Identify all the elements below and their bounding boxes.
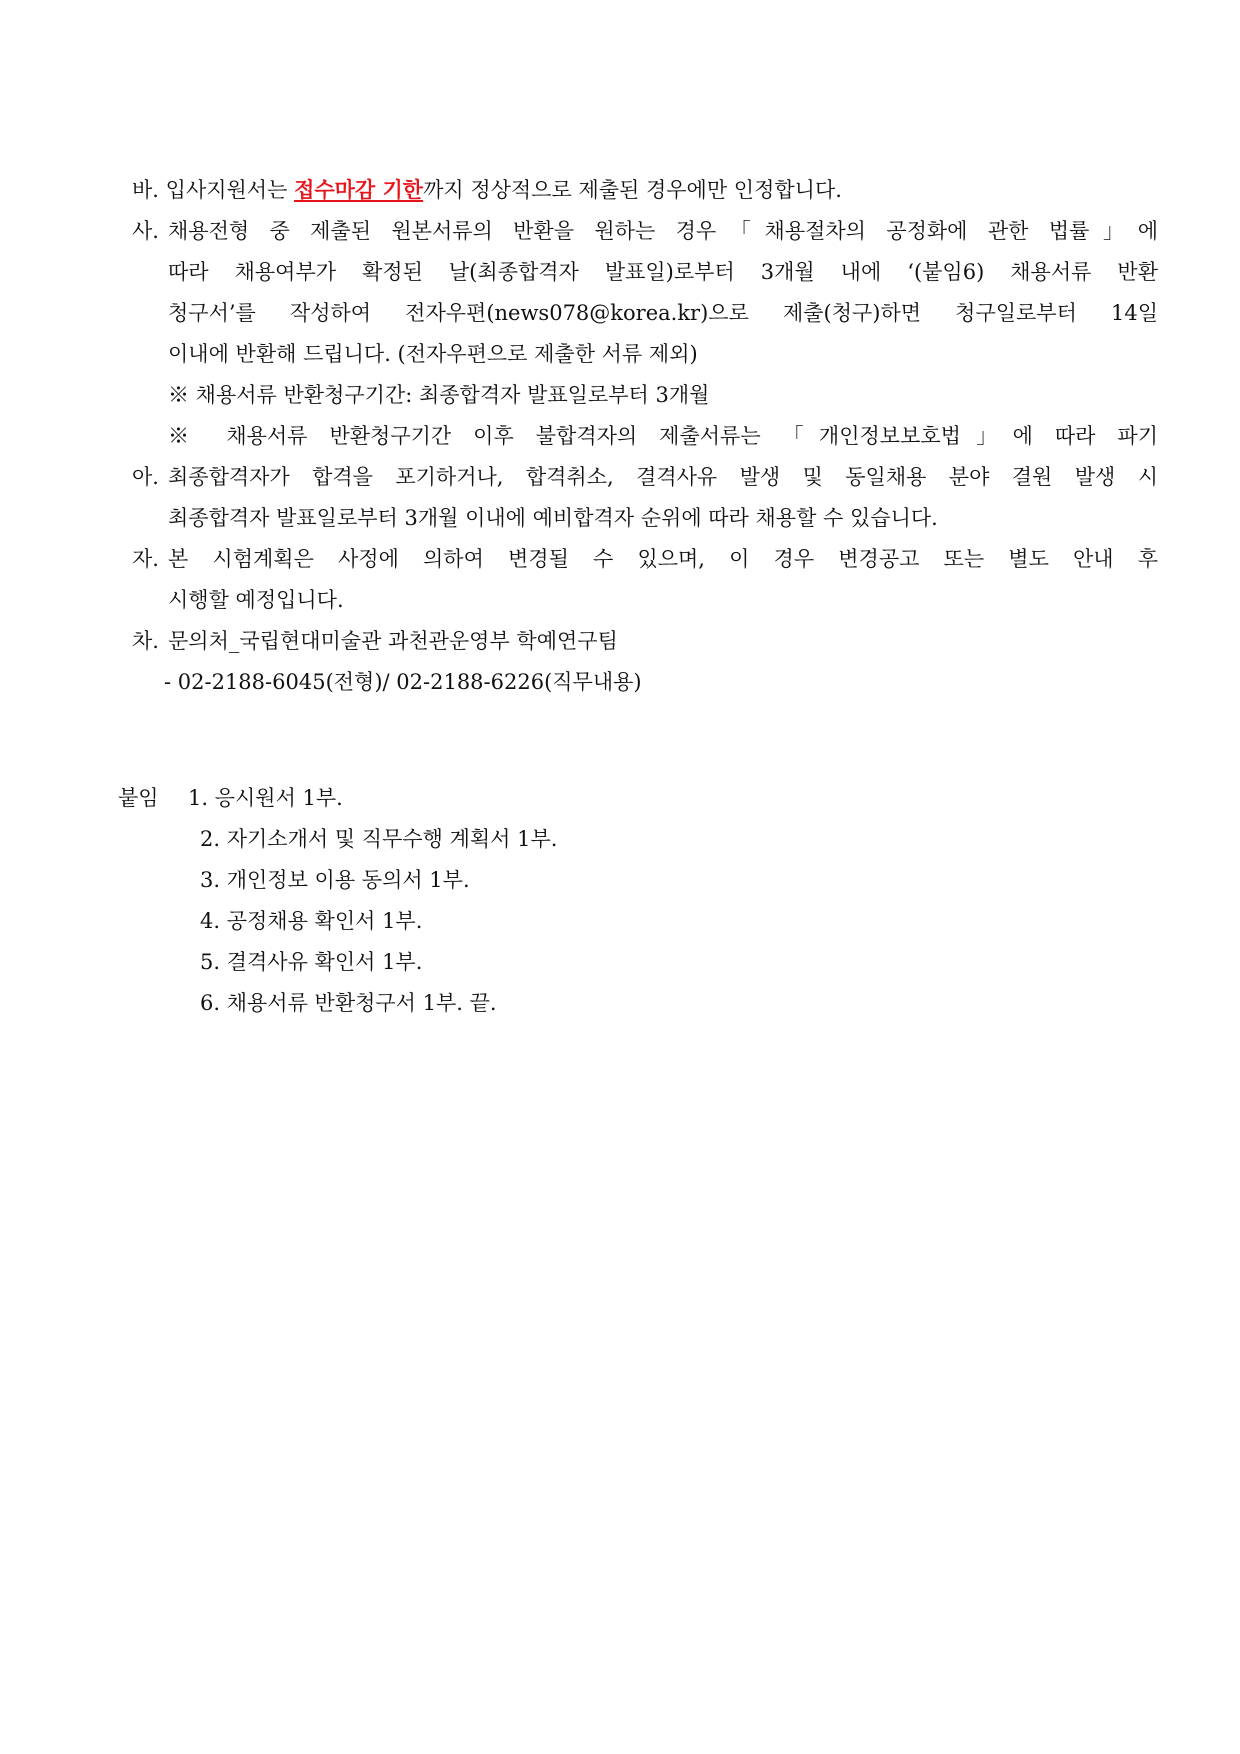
section-a-line-1: 최종합격자가 합격을 포기하거나, 합격취소, 결격사유 발생 및 동일채용 분야 결원 발생 시 (168, 465, 1158, 489)
section-sa-line-2: 따라 채용여부가 확정된 날(최종합격자 발표일)로부터 3개월 내에 ‘(붙임6) 채용서류 반환 (168, 260, 1158, 284)
section-a-marker: 아. (132, 465, 159, 489)
section-ja-line-1: 본 시험계획은 사정에 의하여 변경될 수 있으며, 이 경우 변경공고 또는 별도 안내 후 (168, 547, 1158, 571)
section-ba (132, 175, 842, 205)
section-ba-pre: 입사지원서는 (165, 178, 295, 202)
section-ja-marker: 자. (132, 547, 159, 571)
section-sa-note-2: ※ 채용서류 반환청구기간 이후 불합격자의 제출서류는 「개인정보보호법」에 따라 파기 (168, 424, 1158, 448)
attachment-item: 5. 결격사유 확인서 1부. (200, 950, 423, 974)
attachment-item: 1. 응시원서 1부. (188, 786, 343, 810)
attachment-item: 6. 채용서류 반환청구서 1부. 끝. (200, 991, 497, 1015)
section-sa-note-1: ※ 채용서류 반환청구기간: 최종합격자 발표일로부터 3개월 (168, 383, 710, 407)
section-sa-marker: 사. (132, 219, 159, 243)
section-sa-line-4: 이내에 반환해 드립니다. (전자우편으로 제출한 서류 제외) (168, 342, 698, 366)
attachment-item: 4. 공정채용 확인서 1부. (200, 909, 423, 933)
section-cha-marker: 차. (132, 629, 159, 653)
section-a-line-2: 최종합격자 발표일로부터 3개월 이내에 예비합격자 순위에 따라 채용할 수 있습니다. (168, 506, 938, 530)
attachment-item: 2. 자기소개서 및 직무수행 계획서 1부. (200, 827, 558, 851)
section-ba-post: 까지 정상적으로 제출된 경우에만 인정합니다. (423, 178, 842, 202)
section-ba-marker: 바. (132, 178, 159, 202)
section-sa-line-3: 청구서’를 작성하여 전자우편(news078@korea.kr)으로 제출(청구)하면 청구일로부터 14일 (168, 301, 1158, 325)
section-ja-line-2: 시행할 예정입니다. (168, 588, 344, 612)
section-sa-line-1: 채용전형 중 제출된 원본서류의 반환을 원하는 경우「채용절차의 공정화에 관한 법률」에 (168, 219, 1158, 243)
attachment-item: 3. 개인정보 이용 동의서 1부. (200, 868, 470, 892)
deadline-highlight: 접수마감 기한 (294, 177, 424, 202)
attachments-label: 붙임 (118, 786, 159, 810)
contact-phone-numbers: - 02-2188-6045(전형)/ 02-2188-6226(직무내용) (164, 670, 642, 694)
contact-department: 문의처_국립현대미술관 과천관운영부 학예연구팀 (168, 629, 618, 653)
